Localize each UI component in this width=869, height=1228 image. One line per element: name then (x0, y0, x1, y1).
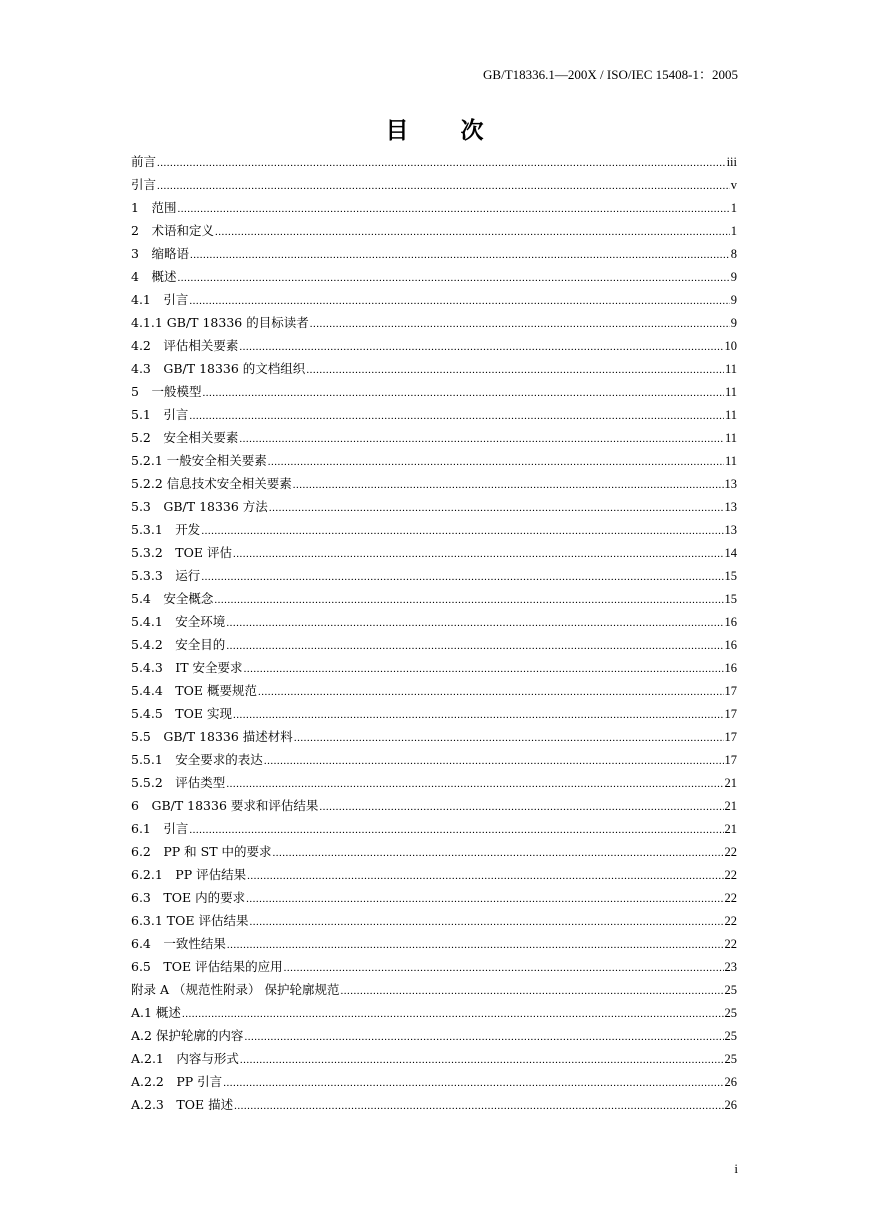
toc-entry[interactable] (131, 426, 737, 449)
toc-leader-dots (201, 566, 723, 589)
toc-entry-page: 11 (724, 362, 737, 376)
toc-entry-page: 16 (724, 615, 737, 629)
toc-entry-page: 22 (724, 937, 737, 951)
toc-entry[interactable] (131, 748, 737, 771)
toc-leader-dots (340, 980, 723, 1003)
toc-entry-page: 25 (724, 1006, 737, 1020)
toc-leader-dots (215, 221, 730, 244)
toc-entry-label: 5.2.1 一般安全相关要素 (131, 453, 267, 468)
toc-leader-dots (214, 589, 723, 612)
toc-entry[interactable] (131, 357, 737, 380)
toc-entry-page: 10 (724, 339, 737, 353)
toc-entry-page: 13 (724, 523, 737, 537)
toc-entry-page: 23 (724, 960, 737, 974)
toc-entry[interactable] (131, 334, 737, 357)
toc-entry-label: A.2 保护轮廓的内容 (131, 1028, 244, 1043)
toc-entry-page: 17 (724, 753, 737, 767)
toc-entry-label: 6.3.1 TOE 评估结果 (131, 913, 249, 928)
toc-entry-label: 5.4.4 TOE 概要规范 (131, 683, 257, 698)
toc-leader-dots (201, 520, 723, 543)
toc-leader-dots (249, 911, 723, 934)
toc-entry-page: v (730, 178, 737, 192)
toc-entry[interactable] (131, 541, 737, 564)
toc-entry[interactable] (131, 173, 737, 196)
toc-entry[interactable] (131, 771, 737, 794)
toc-entry-label: 5.4.3 IT 安全要求 (131, 660, 243, 675)
toc-entry[interactable] (131, 472, 737, 495)
toc-leader-dots (227, 934, 724, 957)
toc-entry[interactable] (131, 1093, 737, 1116)
toc-entry-label: A.2.2 PP 引言 (131, 1074, 223, 1089)
toc-leader-dots (157, 175, 730, 198)
toc-leader-dots (234, 1095, 723, 1118)
toc-leader-dots (258, 681, 724, 704)
toc-entry-page: iii (726, 155, 737, 169)
toc-leader-dots (239, 428, 724, 451)
toc-entry[interactable] (131, 955, 737, 978)
page-title: 目次 (385, 117, 536, 144)
toc-entry[interactable] (131, 288, 737, 311)
toc-entry-page: 13 (724, 477, 737, 491)
toc-entry-page: 22 (724, 891, 737, 905)
toc-entry[interactable] (131, 242, 737, 265)
toc-entry-page: 25 (724, 983, 737, 997)
toc-entry[interactable] (131, 863, 737, 886)
toc-entry-label: A.1 概述 (131, 1005, 181, 1020)
toc-entry-label: 5.5 GB/T 18336 描述材料 (131, 729, 293, 744)
toc-entry-label: 4.1 引言 (131, 292, 189, 307)
toc-entry[interactable] (131, 219, 737, 242)
toc-entry-label: 6.4 一致性结果 (131, 936, 226, 951)
toc-leader-dots (177, 198, 729, 221)
toc-leader-dots (189, 405, 724, 428)
toc-entry-label: 5.4.5 TOE 实现 (131, 706, 232, 721)
toc-entry-label: 6.1 引言 (131, 821, 189, 836)
toc-leader-dots (182, 1003, 724, 1026)
toc-entry-page: 11 (724, 385, 737, 399)
toc-entry[interactable] (131, 564, 737, 587)
toc-entry[interactable] (131, 311, 737, 334)
toc-entry-page: 11 (724, 408, 737, 422)
toc-entry-page: 17 (724, 730, 737, 744)
toc-entry-label: 5.3.1 开发 (131, 522, 201, 537)
toc-entry-page: 22 (724, 845, 737, 859)
toc-leader-dots (268, 451, 724, 474)
toc-leader-dots (233, 704, 724, 727)
table-of-contents (131, 150, 737, 1116)
toc-entry-label: 5.4.1 安全环境 (131, 614, 226, 629)
toc-entry-label: 2 术语和定义 (131, 223, 214, 238)
toc-entry-page: 22 (724, 914, 737, 928)
toc-entry[interactable] (131, 886, 737, 909)
toc-leader-dots (226, 612, 723, 635)
toc-entry[interactable] (131, 932, 737, 955)
toc-entry-page: 11 (724, 431, 737, 445)
toc-leader-dots (233, 543, 724, 566)
toc-entry-label: 引言 (131, 177, 157, 192)
toc-entry-page: 1 (730, 201, 737, 215)
toc-entry-page: 21 (724, 799, 737, 813)
toc-entry-page: 16 (724, 638, 737, 652)
toc-entry-page: 17 (724, 684, 737, 698)
toc-entry-label: 5.2.2 信息技术安全相关要素 (131, 476, 292, 491)
toc-entry-label: 5 一般模型 (131, 384, 202, 399)
toc-entry-page: 25 (724, 1052, 737, 1066)
toc-entry-label: 4.2 评估相关要素 (131, 338, 239, 353)
toc-leader-dots (226, 635, 723, 658)
toc-entry[interactable] (131, 909, 737, 932)
toc-entry-page: 15 (724, 592, 737, 606)
toc-leader-dots (284, 957, 724, 980)
toc-leader-dots (269, 497, 724, 520)
toc-entry-page: 26 (724, 1075, 737, 1089)
toc-entry[interactable] (131, 403, 737, 426)
toc-entry[interactable] (131, 265, 737, 288)
toc-entry[interactable] (131, 840, 737, 863)
toc-entry[interactable] (131, 196, 737, 219)
toc-entry-label: 3 缩略语 (131, 246, 189, 261)
toc-leader-dots (246, 888, 723, 911)
toc-entry-label: 6.5 TOE 评估结果的应用 (131, 959, 283, 974)
toc-entry-page: 1 (730, 224, 737, 238)
toc-entry-label: 6 GB/T 18336 要求和评估结果 (131, 798, 319, 813)
toc-entry-label: 5.3 GB/T 18336 方法 (131, 499, 268, 514)
toc-entry[interactable] (131, 1047, 737, 1070)
toc-leader-dots (226, 773, 723, 796)
toc-leader-dots (157, 152, 726, 175)
toc-leader-dots (177, 267, 729, 290)
toc-entry[interactable] (131, 1001, 737, 1024)
toc-leader-dots (190, 244, 730, 267)
toc-entry[interactable] (131, 610, 737, 633)
toc-entry-label: 5.5.1 安全要求的表达 (131, 752, 263, 767)
toc-leader-dots (273, 842, 724, 865)
toc-entry-label: 1 范围 (131, 200, 177, 215)
toc-entry[interactable] (131, 495, 737, 518)
toc-entry-page: 9 (730, 270, 737, 284)
toc-entry-page: 21 (724, 776, 737, 790)
toc-leader-dots (240, 1049, 724, 1072)
toc-entry-label: 6.3 TOE 内的要求 (131, 890, 246, 905)
toc-entry-label: 前言 (131, 154, 157, 169)
toc-entry[interactable] (131, 1024, 737, 1047)
toc-entry-page: 8 (730, 247, 737, 261)
toc-entry-label: 5.1 引言 (131, 407, 189, 422)
toc-leader-dots (189, 819, 723, 842)
toc-entry-label: 6.2.1 PP 评估结果 (131, 867, 247, 882)
toc-leader-dots (264, 750, 724, 773)
toc-entry-label: 4.1.1 GB/T 18336 的目标读者 (131, 315, 309, 330)
running-header: GB/T18336.1—200X / ISO/IEC 15408-1：2005 (483, 67, 738, 82)
toc-entry[interactable] (131, 150, 737, 173)
toc-entry[interactable] (131, 1070, 737, 1093)
toc-leader-dots (239, 336, 723, 359)
toc-entry[interactable] (131, 449, 737, 472)
toc-entry-label: 5.5.2 评估类型 (131, 775, 226, 790)
page-number: i (734, 1161, 738, 1176)
toc-entry-label: 6.2 PP 和 ST 中的要求 (131, 844, 272, 859)
toc-entry[interactable] (131, 587, 737, 610)
toc-entry-label: A.2.3 TOE 描述 (131, 1097, 234, 1112)
toc-entry-label: 5.4 安全概念 (131, 591, 214, 606)
toc-entry[interactable] (131, 633, 737, 656)
toc-entry[interactable] (131, 380, 737, 403)
toc-entry-label: 附录 A （规范性附录） 保护轮廓规范 (131, 982, 340, 997)
toc-entry-page: 21 (724, 822, 737, 836)
toc-leader-dots (293, 474, 724, 497)
toc-leader-dots (247, 865, 723, 888)
toc-entry-label: 5.2 安全相关要素 (131, 430, 239, 445)
toc-entry-page: 9 (730, 316, 737, 330)
toc-entry-label: 5.4.2 安全目的 (131, 637, 226, 652)
toc-leader-dots (310, 313, 730, 336)
toc-entry-page: 26 (724, 1098, 737, 1112)
toc-entry[interactable] (131, 817, 737, 840)
toc-entry[interactable] (131, 725, 737, 748)
toc-leader-dots (244, 1026, 723, 1049)
toc-entry-page: 9 (730, 293, 737, 307)
toc-entry-page: 22 (724, 868, 737, 882)
toc-leader-dots (294, 727, 724, 750)
toc-entry-page: 15 (724, 569, 737, 583)
toc-entry-label: 4.3 GB/T 18336 的文档组织 (131, 361, 306, 376)
toc-entry[interactable] (131, 794, 737, 817)
toc-entry[interactable] (131, 978, 737, 1001)
toc-leader-dots (244, 658, 724, 681)
toc-entry-label: 5.3.2 TOE 评估 (131, 545, 232, 560)
toc-entry-page: 11 (724, 454, 737, 468)
toc-entry[interactable] (131, 656, 737, 679)
toc-entry-label: A.2.1 内容与形式 (131, 1051, 239, 1066)
toc-entry-label: 5.3.3 运行 (131, 568, 201, 583)
toc-leader-dots (202, 382, 724, 405)
toc-leader-dots (306, 359, 724, 382)
toc-entry-page: 25 (724, 1029, 737, 1043)
toc-leader-dots (223, 1072, 723, 1095)
toc-entry-page: 16 (724, 661, 737, 675)
toc-entry-page: 17 (724, 707, 737, 721)
toc-entry[interactable] (131, 702, 737, 725)
toc-entry[interactable] (131, 518, 737, 541)
toc-entry-page: 13 (724, 500, 737, 514)
toc-leader-dots (189, 290, 729, 313)
toc-entry-label: 4 概述 (131, 269, 177, 284)
toc-leader-dots (319, 796, 723, 819)
toc-entry[interactable] (131, 679, 737, 702)
toc-entry-page: 14 (724, 546, 737, 560)
